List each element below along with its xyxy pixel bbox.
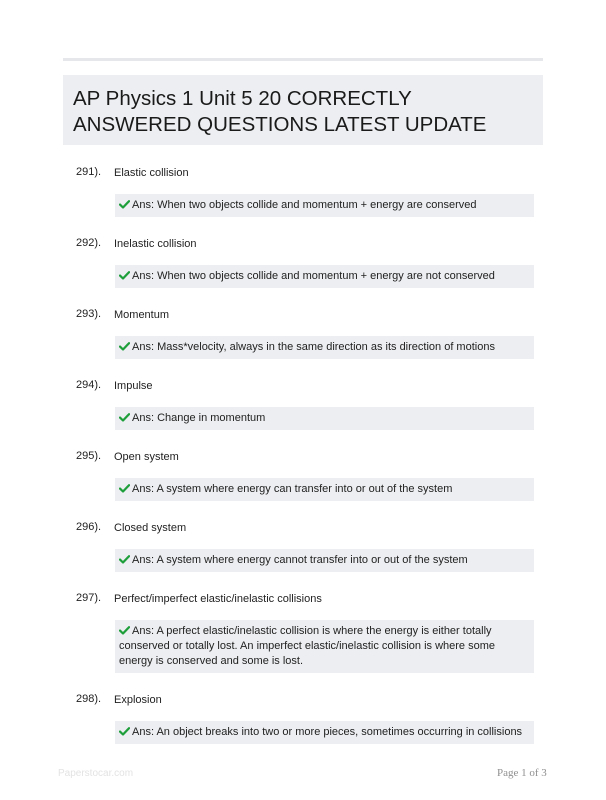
check-icon bbox=[119, 341, 130, 350]
question-row bbox=[63, 237, 543, 255]
question-row bbox=[63, 379, 543, 397]
question-number: 298). bbox=[76, 693, 102, 705]
top-divider bbox=[63, 58, 543, 61]
qa-item bbox=[63, 521, 543, 572]
check-icon bbox=[119, 726, 130, 735]
answer-text: Ans: When two objects collide and momentum + energy are conserved bbox=[132, 199, 477, 211]
question-row bbox=[63, 450, 543, 468]
qa-item bbox=[63, 450, 543, 501]
answer-text: Ans: A perfect elastic/inelastic collision is where the energy is either totally conserved or totally lost. An imperfect elastic/inelastic collision is where some energy is conserved and some is lost. bbox=[119, 625, 495, 667]
question-text: Impulse bbox=[114, 380, 153, 392]
page-indicator: Page 1 of 3 bbox=[497, 767, 547, 779]
qa-item bbox=[63, 592, 543, 673]
answer-box bbox=[115, 407, 534, 430]
qa-list bbox=[63, 166, 543, 764]
title-banner bbox=[63, 75, 543, 145]
question-number: 291). bbox=[76, 166, 102, 178]
qa-item bbox=[63, 379, 543, 430]
qa-item bbox=[63, 693, 543, 744]
question-text: Inelastic collision bbox=[114, 238, 197, 250]
question-text: Closed system bbox=[114, 522, 187, 534]
answer-text: Ans: Change in momentum bbox=[132, 412, 266, 424]
question-row bbox=[63, 693, 543, 711]
question-row bbox=[63, 521, 543, 539]
question-row bbox=[63, 592, 543, 610]
check-icon bbox=[119, 199, 130, 208]
question-number: 294). bbox=[76, 379, 102, 391]
question-number: 297). bbox=[76, 592, 102, 604]
answer-box bbox=[115, 336, 534, 359]
answer-text: Ans: An object breaks into two or more pieces, sometimes occurring in collisions bbox=[132, 726, 523, 738]
answer-box bbox=[115, 721, 534, 744]
question-text: Momentum bbox=[114, 309, 170, 321]
qa-item bbox=[63, 308, 543, 359]
page-title: AP Physics 1 Unit 5 20 CORRECTLY ANSWERED QUESTIONS LATEST UPDATE bbox=[73, 87, 487, 136]
answer-box bbox=[115, 549, 534, 572]
question-number: 292). bbox=[76, 237, 102, 249]
answer-box bbox=[115, 194, 534, 217]
question-row bbox=[63, 308, 543, 326]
check-icon bbox=[119, 412, 130, 421]
qa-item bbox=[63, 237, 543, 288]
check-icon bbox=[119, 483, 130, 492]
answer-text: Ans: When two objects collide and momentum + energy are not conserved bbox=[132, 270, 495, 282]
question-number: 293). bbox=[76, 308, 102, 320]
answer-text: Ans: A system where energy can transfer into or out of the system bbox=[132, 483, 453, 495]
answer-box bbox=[115, 265, 534, 288]
answer-box bbox=[115, 478, 534, 501]
question-text: Perfect/imperfect elastic/inelastic collisions bbox=[114, 593, 322, 605]
question-text: Open system bbox=[114, 451, 179, 463]
answer-text: Ans: A system where energy cannot transfer into or out of the system bbox=[132, 554, 468, 566]
answer-box bbox=[115, 620, 534, 673]
question-number: 296). bbox=[76, 521, 102, 533]
check-icon bbox=[119, 554, 130, 563]
question-number: 295). bbox=[76, 450, 102, 462]
check-icon bbox=[119, 270, 130, 279]
answer-text: Ans: Mass*velocity, always in the same direction as its direction of motions bbox=[132, 341, 495, 353]
check-icon bbox=[119, 625, 130, 634]
watermark-text: Paperstocar.com bbox=[58, 768, 134, 779]
question-text: Elastic collision bbox=[114, 167, 189, 179]
qa-item bbox=[63, 166, 543, 217]
question-text: Explosion bbox=[114, 694, 162, 706]
question-row bbox=[63, 166, 543, 184]
